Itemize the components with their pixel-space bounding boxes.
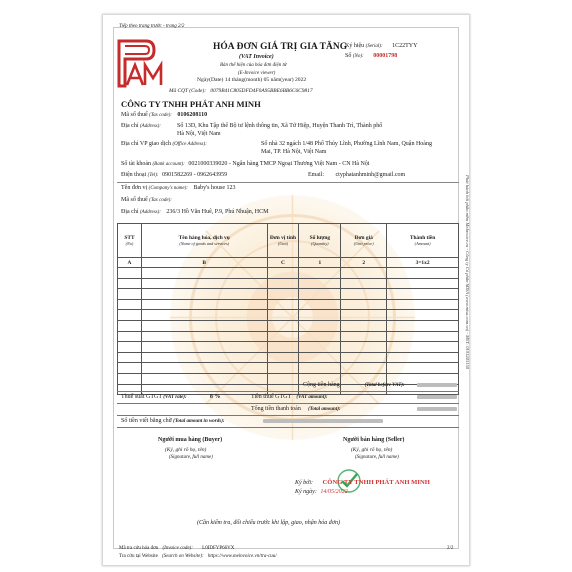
redacted-total — [417, 383, 457, 387]
invoice-title-en: (VAT Invoice) — [239, 54, 274, 60]
seller-tax-label: Mã số thuế — [121, 112, 148, 118]
total-label-en: (Total before VAT): — [364, 383, 405, 388]
code-cell: 3=1x2 — [387, 258, 459, 268]
seller-email-value: ctyphatanhminh@gmail.com — [335, 172, 406, 178]
grand-total-row — [251, 406, 341, 412]
tax-authority-code-label: Mã CQT (Code): — [169, 88, 207, 94]
signed-date-value: 14/05/2022 — [320, 489, 348, 495]
lookup-site-label: Tra cứu tại Website — [119, 554, 158, 559]
seller-office-label: Địa chỉ VP giao dịch — [121, 141, 171, 147]
buyer-signature-note: (Ký, ghi rõ họ, tên) — [165, 447, 207, 453]
seller-signature-title: Người bán hàng (Seller) — [343, 437, 405, 443]
col-header-unit: Đơn vị tính (Unit) — [267, 224, 299, 258]
seller-phone-label: Điện thoại — [121, 172, 147, 178]
buyer-company-label: Tên đơn vị — [121, 185, 148, 191]
seller-office-row — [121, 141, 207, 147]
number-label: Số — [345, 53, 352, 59]
serial-field — [345, 43, 417, 49]
table-row — [118, 331, 459, 342]
buyer-tax-row — [121, 197, 172, 203]
table-row — [118, 363, 459, 374]
continuation-note: Tiếp theo trang trước - trang 2/2 — [119, 24, 185, 29]
invoice-sheet — [102, 14, 470, 566]
table-header-row — [118, 224, 459, 258]
table-row — [118, 310, 459, 321]
table-row — [118, 320, 459, 331]
lookup-site-label-en: (Search on Website): — [162, 554, 204, 559]
company-logo — [116, 38, 169, 89]
buyer-address-value: 236/3 Hồ Văn Huê, P.9, Phú Nhuận, HCM — [166, 209, 269, 215]
lookup-code-row — [119, 546, 234, 551]
seller-address-row — [121, 123, 161, 129]
serial-label: Ký hiệu — [345, 43, 365, 49]
seller-phone-value: 0901582269 - 0962643959 — [162, 172, 228, 178]
code-cell: C — [267, 258, 299, 268]
vat-rate-value: 8 % — [209, 394, 221, 400]
serial-label-en: (Serial): — [365, 44, 383, 49]
totals-divider — [117, 415, 459, 416]
vat-amount-label-en: (VAT amount): — [296, 395, 328, 400]
amount-words-label-en: (Total amount in words): — [173, 419, 225, 424]
code-cell: B — [141, 258, 267, 268]
vat-amount-label: Tiền thuế GTGT — [251, 394, 292, 400]
number-label-en: (No): — [352, 54, 364, 59]
buyer-tax-label-en: (Tax code): — [149, 198, 172, 203]
totals-divider — [117, 391, 459, 392]
seller-office-line1: Số nhà 32 ngách 1/48 Phố Thúy Lĩnh, Phường Lĩnh Nam, Quận Hoàng — [261, 141, 432, 147]
seller-office-line2: Mai, TP. Hà Nội, Việt Nam — [261, 149, 327, 155]
invoice-subtitle-en: (E-Invoice viewer) — [238, 71, 276, 76]
vat-rate-label-en: (VAT rate): — [163, 395, 187, 400]
seller-email-label: Email: — [308, 172, 324, 178]
seller-office-label-en: (Office Address): — [172, 142, 207, 147]
buyer-company-label-en: (Company's name): — [148, 186, 188, 191]
buyer-address-label-en: (Address): — [140, 210, 161, 215]
code-cell: 2 — [341, 258, 387, 268]
seller-phone-row — [121, 172, 227, 178]
invoice-date: Ngày(Date) 14 tháng(month) 05 năm(year) 2022 — [197, 77, 307, 83]
table-row — [118, 342, 459, 353]
buyer-signature-note-en: (Signature, full name) — [169, 455, 213, 460]
vat-rate-label: Thuế suất GTGT — [121, 394, 162, 400]
seller-divider — [117, 182, 459, 183]
table-row — [118, 373, 459, 384]
grand-total-label-en: (Total amount): — [308, 407, 341, 412]
redacted-vat-amount — [417, 395, 457, 399]
seller-address-line2: Hà Nội, Việt Nam — [177, 131, 221, 137]
lookup-code-value: L0IDFYP66VX — [202, 546, 235, 551]
lookup-code-label: Mã tra cứu hóa đơn — [119, 546, 159, 551]
footer-note: (Cần kiểm tra, đối chiếu trước khi lập, giao, nhận hóa đơn) — [197, 520, 340, 526]
code-cell: 1 — [299, 258, 341, 268]
col-header-name: Tên hàng hóa, dịch vụ (Name of goods and services) — [141, 224, 267, 258]
seller-signature-note: (Ký, ghi rõ họ, tên) — [351, 447, 393, 453]
seller-account-label-en: (Bank account): — [152, 162, 185, 167]
seller-tax-value: 0106208110 — [177, 112, 208, 118]
side-publisher-label: Phát hành bởi phần mềm MeInvoice.vn - Công ty Cổ phần MISA (www.misa.com.vn) - MST: 0101243150 — [465, 175, 470, 370]
seller-address-label-en: (Address): — [140, 124, 161, 129]
items-table — [117, 223, 459, 395]
total-before-vat-row — [303, 382, 405, 388]
seller-email-row — [308, 172, 405, 178]
table-row — [118, 352, 459, 363]
buyer-company-value: Baby's house 123 — [193, 185, 236, 191]
redacted-grand-total — [417, 407, 457, 411]
seller-account-label: Số tài khoản — [121, 161, 151, 167]
seller-tax-row — [121, 112, 207, 118]
amount-words-label: Số tiền viết bằng chữ — [121, 418, 172, 424]
invoice-subtitle: Bản thể hiện của hóa đơn điện tử — [220, 63, 287, 68]
col-header-amount: Thành tiền (Amount) — [387, 224, 459, 258]
signed-date-label: Ký ngày: — [295, 489, 317, 495]
seller-tax-label-en: (Tax code): — [149, 113, 172, 118]
signed-by-value: CÔNG TY TNHH PHÁT ANH MINH — [322, 479, 430, 486]
tax-authority-code-value: 0079B41C805DFD4F0A95BBE6BB6C6C9817 — [210, 88, 313, 94]
side-publisher-text — [462, 175, 472, 475]
totals-divider — [117, 403, 459, 404]
col-header-unit-price: Đơn giá (Unit price) — [341, 224, 387, 258]
seller-address-line1: Số 13D, Khu Tập thể Bộ tư lệnh thông tin, Xã Tứ Hiệp, Huyện Thanh Trì, Thành phố — [177, 123, 383, 129]
table-row — [118, 299, 459, 310]
buyer-address-row — [121, 209, 268, 215]
signed-date-row — [295, 489, 348, 495]
buyer-signature-title: Người mua hàng (Buyer) — [158, 437, 223, 443]
buyer-company-row — [121, 185, 236, 191]
seller-phone-label-en: (Tel): — [147, 173, 159, 178]
buyer-tax-label: Mã số thuế — [121, 197, 148, 203]
seller-address-label: Địa chỉ — [121, 123, 139, 129]
total-label: Cộng tiền hàng: — [303, 382, 342, 388]
signed-by-row — [295, 479, 430, 486]
lookup-site-row — [119, 554, 277, 559]
col-header-quantity: Số lượng (Quantity) — [299, 224, 341, 258]
redacted-amount-words — [263, 419, 383, 423]
grand-total-label: Tổng tiền thanh toán — [251, 406, 301, 412]
col-header-no: STT (No) — [118, 224, 142, 258]
table-code-row — [118, 258, 459, 268]
serial-value: 1C22TYY — [392, 43, 418, 49]
seller-name: CÔNG TY TNHH PHÁT ANH MINH — [121, 99, 261, 109]
vat-rate-row — [121, 394, 220, 400]
totals-divider — [117, 427, 459, 428]
invoice-number-field — [345, 53, 397, 59]
table-row — [118, 278, 459, 289]
lookup-code-label-en: (Invoice code): — [162, 546, 193, 551]
amount-in-words-row — [121, 418, 225, 424]
seller-account-value: 0021000339020 - Ngân hàng TMCP Ngoại Thương Việt Nam - CN Hà Nội — [188, 161, 370, 167]
table-row — [118, 268, 459, 279]
page-number: 2/2 — [447, 546, 454, 551]
lookup-site-value[interactable]: https://www.meinvoice.vn/tra-cuu/ — [207, 554, 277, 559]
buyer-address-label: Địa chỉ — [121, 209, 139, 215]
signed-by-label: Ký bởi: — [295, 480, 314, 486]
number-value: 00001798 — [373, 53, 398, 59]
code-cell: A — [118, 258, 142, 268]
vat-amount-row — [251, 394, 328, 400]
invoice-title: HÓA ĐƠN GIÁ TRỊ GIA TĂNG — [213, 42, 348, 52]
table-row — [118, 289, 459, 300]
seller-account-row — [121, 161, 370, 167]
tax-authority-code — [169, 88, 313, 94]
seller-signature-note-en: (Signature, full name) — [355, 455, 399, 460]
